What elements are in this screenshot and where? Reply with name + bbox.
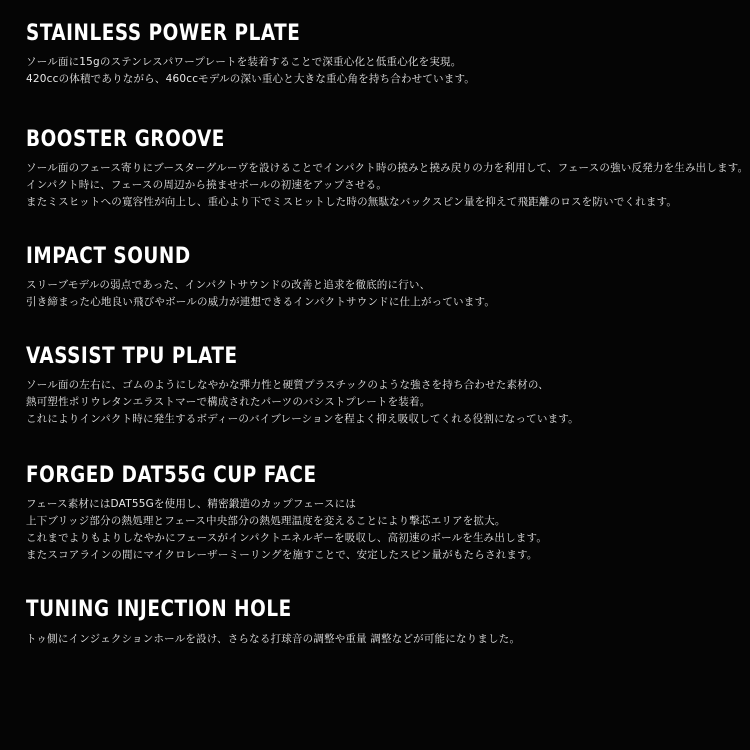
body-line: これによりインパクト時に発生するボディーのバイブレーションを程よく抑え吸収してくれる役割になっています。: [26, 413, 579, 426]
section-title: TUNING INJECTION HOLE: [26, 597, 292, 623]
body-line: 引き締まった心地良い飛びやボールの威力が連想できるインパクトサウンドに仕上がっています。: [26, 296, 496, 309]
feature-section-impact-sound: [26, 245, 724, 311]
section-body: [26, 377, 724, 428]
body-line: 上下ブリッジ部分の熱処理とフェース中央部分の熱処理温度を変えることにより撃芯エリアを拡大。: [26, 515, 506, 528]
feature-section-tuning-injection-hole: [26, 598, 724, 647]
body-line: インパクト時に、フェースの周辺から撓ませボールの初速をアップさせる。: [26, 179, 388, 192]
body-line: 420ccの体積でありながら、460ccモデルの深い重心と大きな重心角を持ち合わせています。: [26, 73, 476, 86]
section-title: FORGED DAT55G CUP FACE: [26, 463, 317, 489]
feature-section-vassist-tpu-plate: [26, 345, 724, 428]
section-title: VASSIST TPU PLATE: [26, 344, 238, 370]
section-body: [26, 496, 724, 564]
body-line: これまでよりもよりしなやかにフェースがインパクトエネルギーを吸収し、高初速のボールを生み出します。: [26, 532, 548, 545]
body-line: ソール面のフェース寄りにブースターグルーヴを設けることでインパクト時の撓みと撓み戻りの力を利用して、フェースの強い反発力を生み出します。: [26, 162, 749, 175]
feature-section-forged-dat55g-cup-face: [26, 464, 724, 564]
body-line: 熱可塑性ポリウレタンエラストマーで構成されたパーツのバシストプレートを装着。: [26, 396, 431, 409]
body-line: またミスヒットへの寛容性が向上し、重心より下でミスヒットした時の無駄なバックスピン量を抑えて飛距離のロスを防いでくれます。: [26, 196, 678, 209]
section-body: [26, 54, 724, 88]
body-line: トゥ側にインジェクションホールを設け、さらなる打球音の調整や重量 調整などが可能になりました。: [26, 632, 521, 645]
body-line: ソール面の左右に、ゴムのようにしなやかな弾力性と硬質プラスチックのような強さを持ち合わせた素材の、: [26, 379, 549, 392]
section-title: STAINLESS POWER PLATE: [26, 21, 301, 46]
section-body: [26, 277, 724, 311]
section-body: [26, 631, 724, 648]
section-title: BOOSTER GROOVE: [26, 127, 225, 153]
body-line: フェース素材にはDAT55Gを使用し、精密鍛造のカップフェースには: [26, 498, 357, 511]
body-line: またスコアラインの間にマイクロレーザーミーリングを施すことで、安定したスピン量がもたらされます。: [26, 549, 538, 562]
feature-section-stainless-power-plate: [26, 22, 724, 88]
feature-section-booster-groove: [26, 127, 749, 211]
section-title: IMPACT SOUND: [26, 244, 191, 270]
body-line: スリーブモデルの弱点であった、インパクトサウンドの改善と追求を徹底的に行い、: [26, 279, 431, 292]
section-body: [26, 160, 749, 211]
body-line: ソール面に15gのステンレスパワープレートを装着することで深重心化と低重心化を実現。: [26, 56, 462, 69]
